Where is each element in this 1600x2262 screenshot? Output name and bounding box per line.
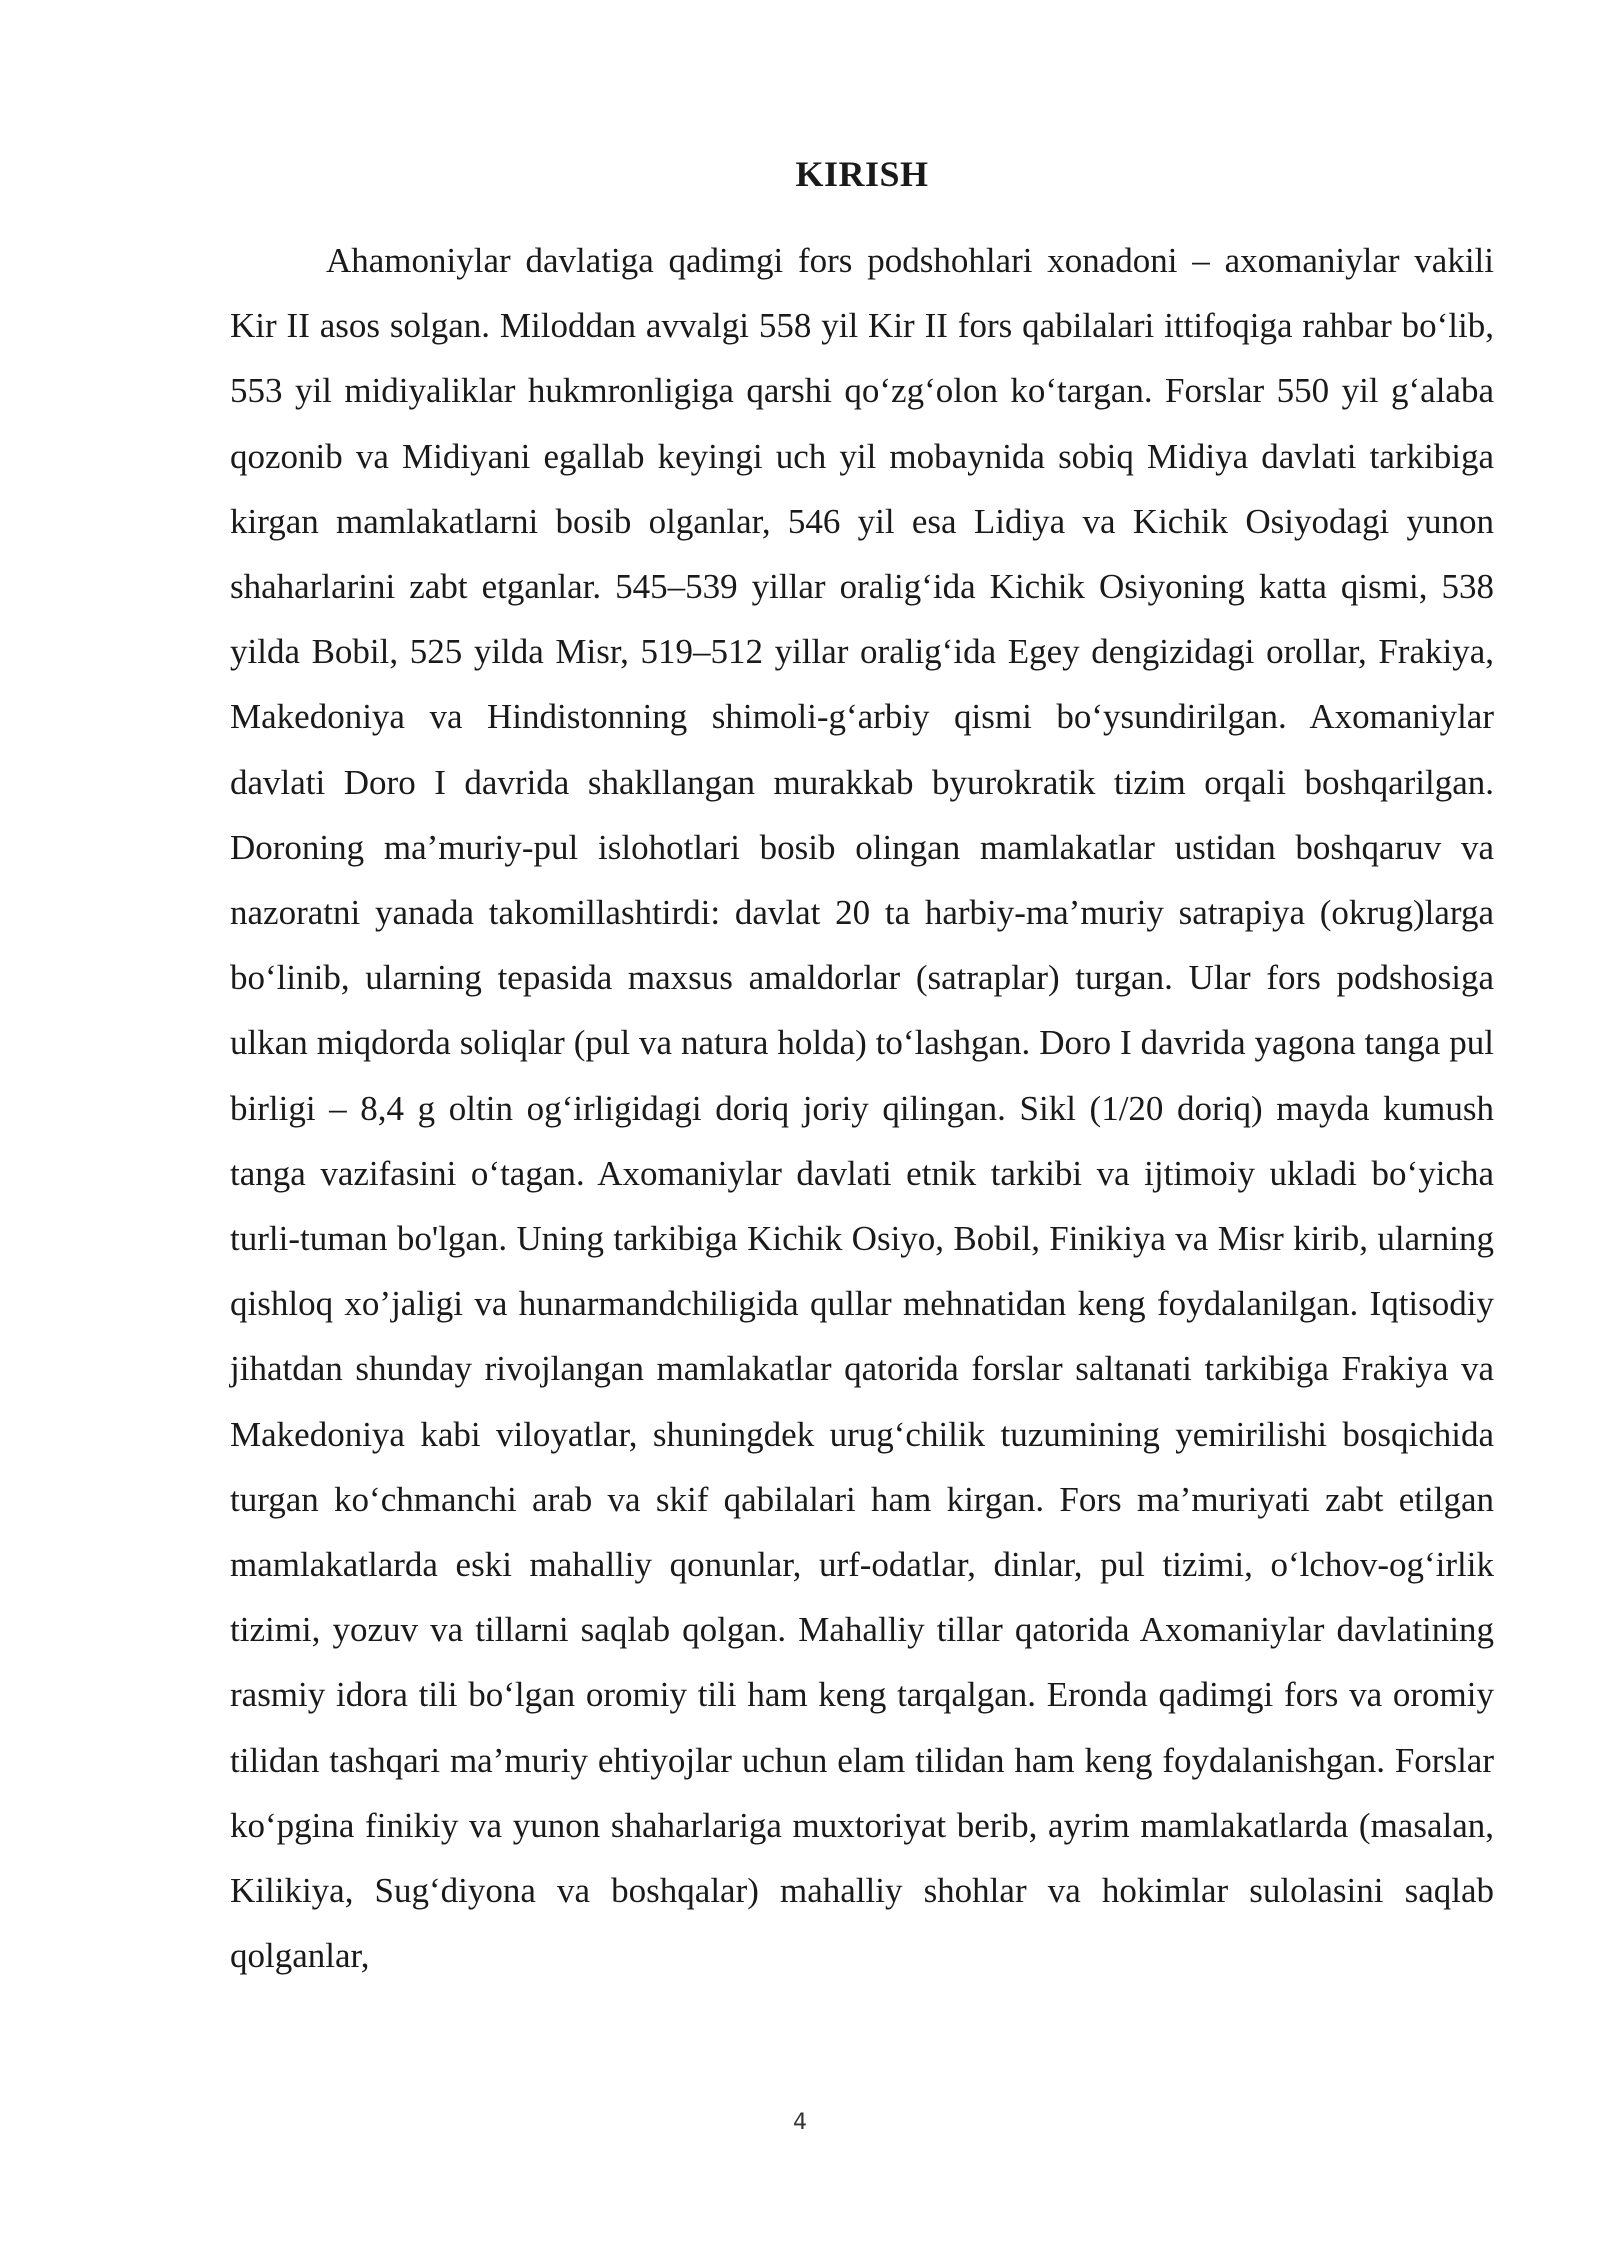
page-number: 4 [793,2110,807,2135]
page-title: KIRISH [795,154,929,194]
body-paragraph: Ahamoniylar davlatiga qadimgi fors podshohlari xonadoni – axomaniylar vakili Kir II asos solgan. Miloddan avvalgi 558 yil Kir II fors qabilalari ittifoqiga rahbar bo‘lib, 553 yil midiyaliklar hukmronligiga qarshi qo‘zg‘olon ko‘targan. Forslar 550 yil g‘alaba qozonib va Midiyani egallab keyingi uch yil mobaynida sobiq Midiya davlati tarkibiga kirgan mamlakatlarni bosib olganlar, 546 yil esa Lidiya va Kichik Osiyodagi yunon shaharlarini zabt etganlar. 545–539 yillar oralig‘ida Kichik Osiyoning katta qismi, 538 yilda Bobil, 525 yilda Misr, 519–512 yillar oralig‘ida Egey dengizidagi orollar, Frakiya, Makedoniya va Hindistonning shimoli-g‘arbiy qismi bo‘ysundirilgan. Axomaniylar davlati Doro I davrida shakllangan murakkab byurokratik tizim orqali boshqarilgan. Doroning ma’muriy-pul islohotlari bosib olingan mamlakatlar ustidan boshqaruv va nazoratni yanada takomillashtirdi: davlat 20 ta harbiy-ma’muriy satrapiya (okrug)larga bo‘linib, ularning tepasida maxsus amaldorlar (satraplar) turgan. Ular fors podshosiga ulkan miqdorda soliqlar (pul va natura holda) to‘lashgan. Doro I davrida yagona tanga pul birligi – 8,4 g oltin og‘irligidagi doriq joriy qilingan. Sikl (1/20 doriq) mayda kumush tanga vazifasini o‘tagan. Axomaniylar davlati etnik tarkibi va ijtimoiy ukladi bo‘yicha turli-tuman bo'lgan. Uning tarkibiga Kichik Osiyo, Bobil, Finikiya va Misr kirib, ularning qishloq xo’jaligi va hunarmandchiligida qullar mehnatidan keng foydalanilgan. Iqtisodiy jihatdan shunday rivojlangan mamlakatlar qatorida forslar saltanati tarkibiga Frakiya va Makedoniya kabi viloyatlar, shuningdek urug‘chilik tuzumining yemirilishi bosqichida turgan ko‘chmanchi arab va skif qabilalari ham kirgan. Fors ma’muriyati zabt etilgan mamlakatlarda eski mahalliy qonunlar, urf-odatlar, dinlar, pul tizimi, o‘lchov-og‘irlik tizimi, yozuv va tillarni saqlab qolgan. Mahalliy tillar qatorida Axomaniylar davlatining rasmiy idora tili bo‘lgan oromiy tili ham keng tarqalgan. Eronda qadimgi fors va oromiy tilidan tashqari ma’muriy ehtiyojlar uchun elam tilidan ham keng foydalanishgan. Forslar ko‘pgina finikiy va yunon shaharlariga muxtoriyat berib, ayrim mamlakatlarda (masalan, Kilikiya, Sug‘diyona va boshqalar) mahalliy shohlar va hokimlar sulolasini saqlab qolganlar, [230,241,1494,1976]
